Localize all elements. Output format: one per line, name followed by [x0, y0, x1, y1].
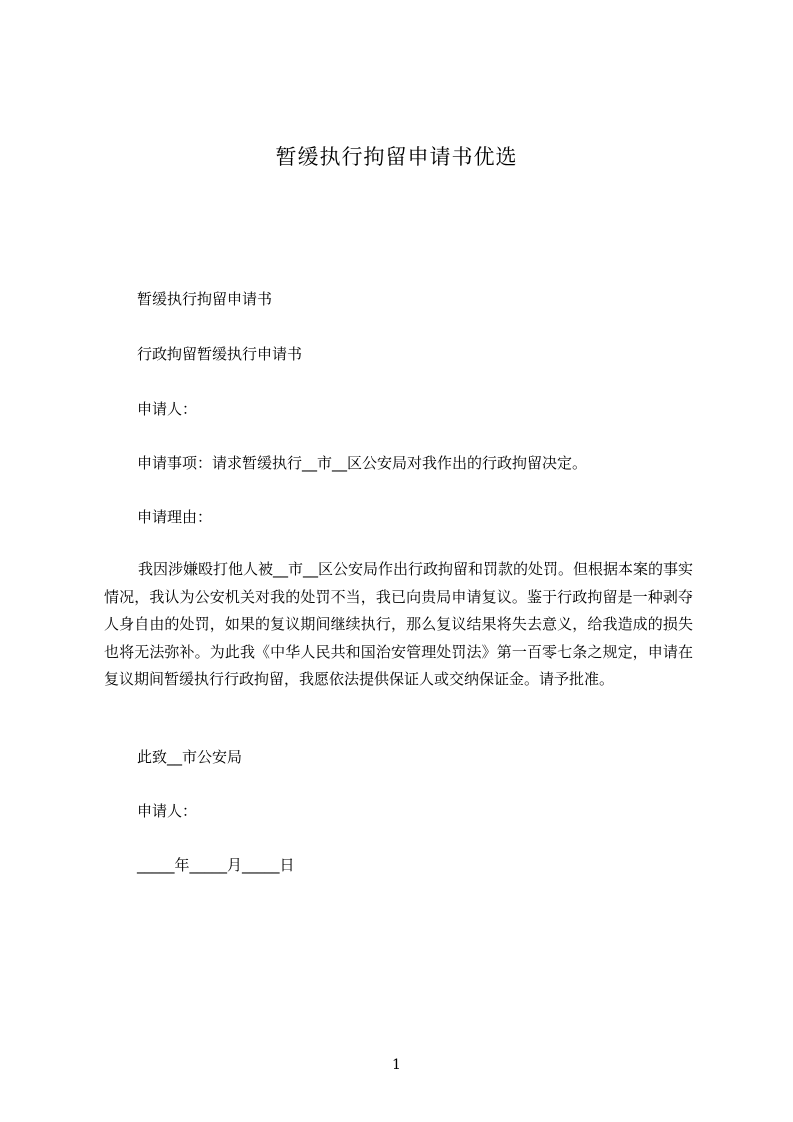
document-heading: 暂缓执行拘留申请书: [137, 290, 273, 308]
page-number: 1: [392, 1057, 401, 1073]
applicant-label: 申请人：: [137, 400, 198, 418]
document-title: 暂缓执行拘留申请书优选: [275, 145, 518, 169]
request-item: 申请事项：请求暂缓执行__市__区公安局对我作出的行政拘留决定。: [137, 454, 588, 472]
document-subheading: 行政拘留暂缓执行申请书: [137, 345, 303, 363]
date-line: _____年_____月_____日: [137, 856, 295, 874]
signature-label: 申请人：: [137, 802, 198, 820]
reason-body: 我因涉嫌殴打他人被__市__区公安局作出行政拘留和罚款的处罚。但根据本案的事实情况，我认为公安机关对我的处罚不当，我已向贵局申请复议。鉴于行政拘留是一种剥夺人身自由的处罚，如果的复议期间继续执行，那么复议结果将失去意义，给我造成的损失也将无法弥补。为此我《中华人民共和国治安管理处罚法》第一百零七条之规定，申请在复议期间暂缓执行行政拘留，我愿依法提供保证人或交纳保证金。请予批准。: [104, 560, 694, 688]
reason-label: 申请理由：: [137, 508, 213, 526]
addressee-line: 此致__市公安局: [137, 748, 243, 766]
